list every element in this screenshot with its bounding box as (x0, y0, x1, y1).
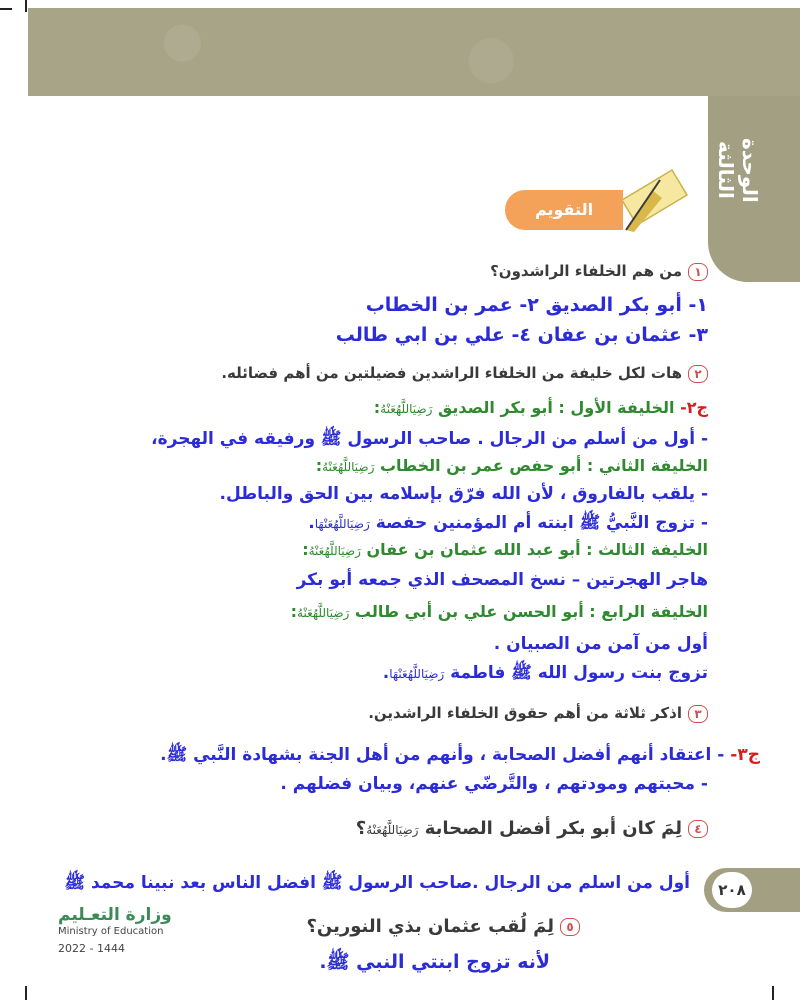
answer-2-caliph-3: الخليفة الثالث : أبو عبد الله عثمان بن عفان رَضِيَاللَّهُعَنْهُ: (302, 540, 708, 559)
crop-mark (772, 986, 774, 1000)
answer-5-line: لأنه تزوج ابنتي النبي ﷺ. (319, 951, 550, 973)
question-2: ٢هات لكل خليفة من الخلفاء الراشدين فضيلتين من أهم فضائله. (221, 364, 708, 383)
ministry-name-english: Ministry of Education (58, 926, 164, 937)
section-banner: التقويم (505, 190, 623, 230)
answer-2-caliph-3-virtue: هاجر الهجرتين – نسخ المصحف الذي جمعه أبو بكر (296, 570, 708, 590)
answer-3-line-1: ج٣- - اعتقاد أنهم أفضل الصحابة ، وأنهم من أهل الجنة بشهادة النَّبي ﷺ. (160, 745, 760, 765)
question-5: ٥لِمَ لُقب عثمان بذي النورين؟ (306, 916, 580, 937)
answer-1-line-1: ١- أبو بكر الصديق ٢- عمر بن الخطاب (365, 294, 708, 316)
answer-2-caliph-2: الخليفة الثاني : أبو حفص عمر بن الخطاب رَضِيَاللَّهُعَنْهُ: (315, 456, 708, 475)
answer-2-caliph-1: ج٢- الخليفة الأول : أبو بكر الصديق رَضِيَاللَّهُعَنْهُ: (373, 398, 708, 417)
pen-book-icon (612, 160, 692, 235)
answer-2-caliph-4-virtue-2: تزوج بنت رسول الله ﷺ فاطمة رَضِيَاللَّهُعَنْهَا. (382, 663, 708, 683)
answer-2-caliph-4-virtue-1: أول من آمن من الصبيان . (493, 634, 708, 654)
crop-mark (25, 0, 27, 12)
ministry-name-arabic: وزارة التعـليم (58, 905, 172, 925)
top-decorative-band (28, 8, 800, 96)
crop-mark (0, 8, 12, 10)
unit-title: الوحدة الثالثة (714, 137, 762, 203)
answer-1-line-2: ٣- عثمان بن عفان ٤- علي بن ابي طالب (335, 324, 708, 346)
answer-2-caliph-2-virtue-1: - يلقب بالفاروق ، لأن الله فرّق بإسلامه بين الحق والباطل. (219, 484, 708, 504)
answer-2-caliph-2-virtue-2: - تزوج النَّبيُّ ﷺ ابنته أم المؤمنين حفصة رَضِيَاللَّهُعَنْهَا. (308, 513, 708, 533)
answer-2-caliph-4: الخليفة الرابع : أبو الحسن علي بن أبي طالب رَضِيَاللَّهُعَنْهُ: (290, 602, 708, 621)
answer-4-line: أول من اسلم من الرجال .صاحب الرسول ﷺ افضل الناس بعد نبينا محمد ﷺ (64, 873, 690, 893)
question-4: ٤لِمَ كان أبو بكر أفضل الصحابة رَضِيَاللَّهُعَنْهُ؟ (356, 818, 708, 839)
crop-mark (25, 986, 27, 1000)
page-number: ٢٠٨ (712, 872, 752, 908)
question-3: ٣اذكر ثلاثة من أهم حقوق الخلفاء الراشدين. (368, 704, 708, 723)
answer-3-line-2: - محبتهم ومودتهم ، والتَّرضّي عنهم، وبيان فضلهم . (280, 774, 708, 794)
edition-year: 2022 - 1444 (58, 942, 125, 955)
answer-2-caliph-1-virtue: - أول من أسلم من الرجال . صاحب الرسول ﷺ ورفيقه في الهجرة، (151, 429, 708, 449)
question-1: ١من هم الخلفاء الراشدون؟ (490, 262, 708, 281)
